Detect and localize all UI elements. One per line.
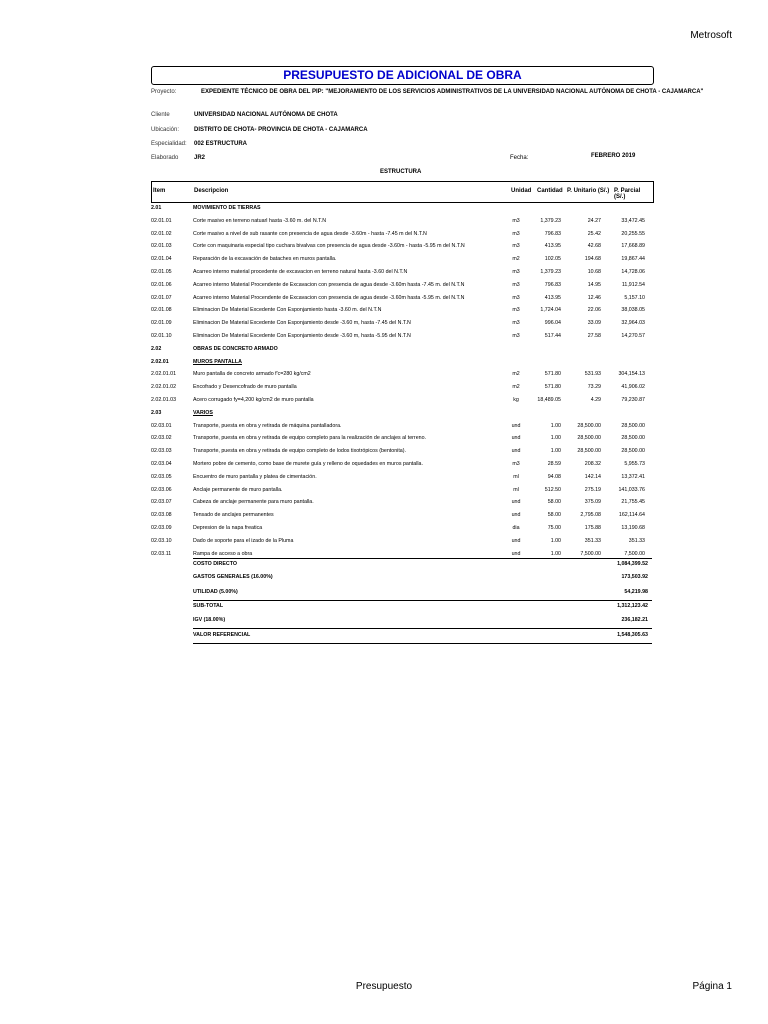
- row-quantity: 1.00: [550, 422, 561, 429]
- summary-value: 173,503.92: [621, 574, 648, 580]
- row-partial-price: 21,755.45: [621, 499, 645, 506]
- row-partial-price: 20,255.55: [621, 230, 645, 237]
- row-description: MUROS PANTALLA: [193, 358, 242, 365]
- summary-label: SUB-TOTAL: [193, 603, 224, 609]
- table-row: [151, 445, 652, 458]
- table-row: [151, 509, 652, 522]
- row-item: 2.02.01.02: [151, 384, 177, 391]
- row-item: 02.03.11: [151, 550, 172, 557]
- row-unit-price: 375.09: [584, 499, 601, 506]
- row-unit: m2: [512, 256, 520, 263]
- row-description: Encofrado y Desencofrado de muro pantalla: [193, 384, 297, 391]
- table-row: [151, 343, 652, 356]
- row-item: 02.01.03: [151, 243, 172, 250]
- row-item: 02.03.01: [151, 422, 172, 429]
- row-description: Mortero pobre de cemento, como base de murete guía y relleno de oquedades en muros pantalla.: [193, 460, 423, 467]
- row-quantity: 413.95: [544, 294, 561, 301]
- author-value: JR2: [194, 155, 206, 161]
- row-unit: m2: [512, 384, 520, 391]
- author-label: Elaborado: [151, 155, 179, 161]
- row-unit-price: 7,500.00: [580, 550, 601, 557]
- table-row: [151, 381, 652, 394]
- row-quantity: 58.00: [547, 512, 561, 519]
- row-partial-price: 17,668.89: [621, 243, 645, 250]
- row-description: Eliminacion De Material Excedente Con Esponjamiento desde -3.60 m, hasta -5.95 del N.T.N: [193, 332, 411, 339]
- row-description: Encuentro de muro pantalla y platea de cimentación.: [193, 473, 317, 480]
- col-quantity: Cantidad: [537, 188, 563, 194]
- row-unit-price: 194.68: [584, 256, 601, 263]
- row-partial-price: 162,114.64: [618, 512, 645, 519]
- row-partial-price: 14,270.57: [621, 332, 645, 339]
- row-unit: m2: [512, 371, 520, 378]
- row-description: Acarreo interno Material Procendente de Excavacion con presencia de agua desde -3.60m hasta -7.45 m. del N.T.N: [193, 281, 465, 288]
- row-unit-price: 175.88: [584, 524, 601, 531]
- row-unit: und: [511, 537, 521, 544]
- summary-value: 1,312,123.42: [617, 603, 648, 609]
- date-label: Fecha:: [510, 155, 529, 161]
- row-item: 02.01.02: [151, 230, 172, 237]
- row-partial-price: 7,500.00: [624, 550, 645, 557]
- author-row: [151, 155, 206, 161]
- row-unit-price: 24.27: [587, 217, 601, 224]
- table-row: [151, 420, 652, 433]
- row-unit-price: 12.46: [587, 294, 601, 301]
- row-partial-price: 13,190.68: [621, 524, 645, 531]
- row-unit: m3: [512, 460, 520, 467]
- summary-label: GASTOS GENERALES (16.00%): [193, 574, 273, 580]
- row-unit: m3: [512, 307, 520, 314]
- row-item: 02.01.08: [151, 307, 172, 314]
- row-unit: m3: [512, 230, 520, 237]
- row-partial-price: 41,906.02: [621, 384, 645, 391]
- summary-label: VALOR REFERENCIAL: [193, 632, 251, 638]
- summary-row: [193, 629, 652, 642]
- row-item: 02.03.08: [151, 512, 172, 519]
- row-partial-price: 351.33: [628, 537, 645, 544]
- table-header: [151, 181, 654, 203]
- row-unit-price: 275.19: [584, 486, 601, 493]
- row-unit: m3: [512, 217, 520, 224]
- row-unit: ml: [513, 473, 519, 480]
- client-label: Cliente: [151, 112, 170, 118]
- row-unit: und: [511, 422, 521, 429]
- col-unit: Unidad: [511, 188, 532, 194]
- row-quantity: 28.59: [547, 460, 561, 467]
- table-row: [151, 484, 652, 497]
- row-description: Tensado de anclajes permanentes: [193, 512, 274, 519]
- row-unit: dia: [512, 524, 520, 531]
- row-unit: und: [511, 512, 521, 519]
- row-unit: m3: [512, 332, 520, 339]
- table-row: [151, 228, 652, 241]
- row-partial-price: 11,912.54: [621, 281, 645, 288]
- row-unit-price: 4.29: [590, 396, 601, 403]
- row-item: 2.03: [151, 409, 162, 416]
- row-item: 02.03.03: [151, 448, 172, 455]
- summary-label: COSTO DIRECTO: [193, 561, 237, 567]
- row-description: Transporte, puesta en obra y retirada de máquina pantalladora.: [193, 422, 342, 429]
- table-row: [151, 215, 652, 228]
- row-partial-price: 33,472.45: [621, 217, 645, 224]
- row-quantity: 512.50: [544, 486, 561, 493]
- row-unit-price: 73.29: [587, 384, 601, 391]
- row-unit-price: 2,795.08: [580, 512, 601, 519]
- client-value: UNIVERSIDAD NACIONAL AUTÓNOMA DE CHOTA: [194, 112, 338, 118]
- row-quantity: 1,724.04: [540, 307, 561, 314]
- summary-row: [193, 558, 652, 571]
- row-unit: und: [511, 435, 521, 442]
- table-row: [151, 330, 652, 343]
- row-quantity: 1,379.23: [540, 217, 561, 224]
- table-row: [151, 253, 652, 266]
- row-unit: m3: [512, 281, 520, 288]
- table-row: [151, 471, 652, 484]
- row-unit: und: [511, 499, 521, 506]
- row-partial-price: 5,157.10: [624, 294, 645, 301]
- row-unit-price: 27.58: [587, 332, 601, 339]
- summary-row: [193, 586, 652, 599]
- row-quantity: 571.80: [544, 371, 561, 378]
- row-description: Acarreo interno material procedente de excavacion en terreno natural hasta -3.60 del N.T.N: [193, 268, 408, 275]
- row-item: 02.01.01: [151, 217, 172, 224]
- row-partial-price: 5,955.73: [624, 460, 645, 467]
- row-item: 2.02.01: [151, 358, 169, 365]
- row-partial-price: 141,033.76: [618, 486, 645, 493]
- project-row: [151, 89, 704, 95]
- row-unit-price: 10.68: [587, 268, 601, 275]
- row-quantity: 1.00: [550, 435, 561, 442]
- row-unit: m3: [512, 320, 520, 327]
- location-label: Ubicación:: [151, 127, 180, 133]
- row-quantity: 18,489.05: [537, 396, 561, 403]
- section-label: ESTRUCTURA: [380, 169, 422, 175]
- footer-page-number: Página 1: [692, 981, 732, 992]
- row-quantity: 517.44: [544, 332, 561, 339]
- table-row: [151, 202, 652, 215]
- row-unit-price: 208.32: [584, 460, 601, 467]
- summary-row: [193, 571, 652, 584]
- summary-row: [193, 600, 652, 613]
- row-unit: und: [511, 550, 521, 557]
- summary-value: 236,182.21: [621, 617, 648, 623]
- row-quantity: 102.05: [544, 256, 561, 263]
- row-description: VARIOS: [193, 409, 213, 416]
- row-item: 02.01.05: [151, 268, 172, 275]
- row-item: 02.01.04: [151, 256, 172, 263]
- row-item: 02.03.09: [151, 524, 172, 531]
- row-item: 02.03.05: [151, 473, 172, 480]
- row-item: 02.03.07: [151, 499, 172, 506]
- row-item: 02.03.04: [151, 460, 172, 467]
- row-unit: m3: [512, 243, 520, 250]
- row-description: Acarreo interno Material Procendente de Excavacion con presencia de agua desde -3.60m hasta -5.95 m. del N.T.N: [193, 294, 465, 301]
- summary-value: 1,548,305.63: [617, 632, 648, 638]
- row-quantity: 996.04: [544, 320, 561, 327]
- row-item: 02.01.06: [151, 281, 172, 288]
- row-unit-price: 531.93: [584, 371, 601, 378]
- row-partial-price: 38,038.05: [621, 307, 645, 314]
- location-value: DISTRITO DE CHOTA- PROVINCIA DE CHOTA - CAJAMARCA: [194, 127, 368, 133]
- summary-label: UTILIDAD (5.00%): [193, 589, 238, 595]
- footer-sheet-name: Presupuesto: [355, 981, 413, 992]
- date-value: FEBRERO 2019: [591, 153, 636, 159]
- row-quantity: 796.83: [544, 281, 561, 288]
- budget-table-body: [151, 202, 652, 560]
- row-unit: ml: [513, 486, 519, 493]
- row-item: 2.02: [151, 345, 162, 352]
- row-quantity: 571.80: [544, 384, 561, 391]
- col-description: Descripcion: [194, 188, 229, 194]
- row-quantity: 94.08: [547, 473, 561, 480]
- row-item: 2.02.01.01: [151, 371, 177, 378]
- table-row: [151, 356, 652, 369]
- row-item: 2.01: [151, 205, 162, 211]
- specialty-label: Especialidad:: [151, 141, 187, 147]
- row-quantity: 58.00: [547, 499, 561, 506]
- row-partial-price: 28,500.00: [621, 435, 645, 442]
- divider: [193, 643, 652, 644]
- row-item: 02.01.09: [151, 320, 172, 327]
- row-description: Depresion de la napa freatica: [193, 524, 263, 531]
- table-row: [151, 407, 652, 420]
- row-unit-price: 14.95: [587, 281, 601, 288]
- row-item: 02.03.02: [151, 435, 172, 442]
- row-partial-price: 13,372.41: [621, 473, 645, 480]
- col-unit-price: P. Unitario (S/.): [567, 188, 610, 194]
- row-description: Acero corrugado fy=4,200 kg/cm2 de muro pantalla: [193, 396, 314, 403]
- specialty-value: 002 ESTRUCTURA: [194, 141, 248, 147]
- table-row: [151, 394, 652, 407]
- row-quantity: 1.00: [550, 448, 561, 455]
- row-unit-price: 22.06: [587, 307, 601, 314]
- row-unit: kg: [513, 396, 519, 403]
- row-quantity: 413.95: [544, 243, 561, 250]
- company-name: Metrosoft: [690, 30, 732, 41]
- table-row: [151, 240, 652, 253]
- row-quantity: 1,379.23: [540, 268, 561, 275]
- row-description: Cabeza de anclaje permanente para muro pantalla.: [193, 499, 314, 506]
- table-row: [151, 458, 652, 471]
- row-partial-price: 28,500.00: [621, 422, 645, 429]
- row-partial-price: 19,867.44: [621, 256, 645, 263]
- row-description: Dado de soporte para el izado de la Pluma: [193, 537, 294, 544]
- table-row: [151, 522, 652, 535]
- row-unit: und: [511, 448, 521, 455]
- row-unit-price: 351.33: [584, 537, 601, 544]
- row-item: 02.03.10: [151, 537, 172, 544]
- table-row: [151, 432, 652, 445]
- row-description: Corte masivo en terreno natuarl hasta -3.60 m. del N.T.N: [193, 217, 327, 224]
- project-value: EXPEDIENTE TÉCNICO DE OBRA DEL PIP: "MEJORAMIENTO DE LOS SERVICIOS ADMINISTRATIVOS DE LA UNIVERSIDAD NACIONAL AUTÓNOMA DE CHOTA - CAJAMARCA": [201, 89, 704, 95]
- row-partial-price: 32,964.03: [621, 320, 645, 327]
- specialty-row: [151, 141, 248, 147]
- row-description: MOVIMIENTO DE TIERRAS: [193, 205, 261, 211]
- row-partial-price: 79,230.87: [621, 396, 645, 403]
- row-item: 02.01.10: [151, 332, 172, 339]
- row-description: OBRAS DE CONCRETO ARMADO: [193, 345, 278, 352]
- location-row: [151, 127, 368, 133]
- row-description: Muro pantalla de concreto armado f'c=280 kg/cm2: [193, 371, 311, 378]
- summary-label: IGV (18.00%): [193, 617, 226, 623]
- row-partial-price: 14,728.06: [621, 268, 645, 275]
- row-description: Eliminacion De Material Excedente Con Esponjamiento hasta -3.60 m. del N.T.N: [193, 307, 382, 314]
- document-title: PRESUPUESTO DE ADICIONAL DE OBRA: [151, 66, 654, 85]
- row-quantity: 75.00: [547, 524, 561, 531]
- col-partial-price: P. Parcial (S/.): [614, 188, 641, 200]
- summary-value: 54,219.98: [624, 589, 648, 595]
- row-unit-price: 33.09: [587, 320, 601, 327]
- summary-row: [193, 614, 652, 627]
- row-unit: m3: [512, 268, 520, 275]
- client-row: [151, 112, 338, 118]
- row-unit-price: 28,500.00: [577, 435, 601, 442]
- summary-value: 1,084,399.52: [617, 561, 648, 567]
- row-description: Rampa de acceso a obra: [193, 550, 253, 557]
- row-description: Corte con maquinaria especial tipo cuchara bivalvas con presencia de agua desde -3.60m - hasta -5.95 m del N.T.N: [193, 243, 465, 250]
- row-partial-price: 304,154.13: [618, 371, 645, 378]
- project-label: Proyecto:: [151, 89, 177, 95]
- row-description: Eliminacion De Material Excedente Con Esponjamiento desde -3.60 m, hasta -7.45 del N.T.N: [193, 320, 411, 327]
- row-unit-price: 42.68: [587, 243, 601, 250]
- row-item: 02.01.07: [151, 294, 172, 301]
- table-row: [151, 535, 652, 548]
- row-quantity: 1.00: [550, 537, 561, 544]
- table-row: [151, 292, 652, 305]
- row-quantity: 1.00: [550, 550, 561, 557]
- table-row: [151, 304, 652, 317]
- row-unit-price: 142.14: [584, 473, 601, 480]
- row-unit-price: 28,500.00: [577, 422, 601, 429]
- row-quantity: 796.83: [544, 230, 561, 237]
- table-row: [151, 496, 652, 509]
- table-row: [151, 279, 652, 292]
- table-row: [151, 266, 652, 279]
- table-row: [151, 368, 652, 381]
- table-row: [151, 317, 652, 330]
- row-description: Reparación de la excavación de bataches en muros pantalla.: [193, 256, 337, 263]
- row-item: 02.03.06: [151, 486, 172, 493]
- row-unit-price: 25.42: [587, 230, 601, 237]
- row-description: Transporte, puesta en obra y retirada de equipo completo de lodos tixotrópicos (bentonita).: [193, 448, 406, 455]
- row-partial-price: 28,500.00: [621, 448, 645, 455]
- row-unit: m3: [512, 294, 520, 301]
- row-description: Anclaje permanente de muro pantalla.: [193, 486, 283, 493]
- row-unit-price: 28,500.00: [577, 448, 601, 455]
- col-item: Item: [153, 188, 166, 194]
- row-description: Corte masivo a nivel de sub rasante con presencia de agua desde -3.60m - hasta -7.45 m del N.T.N: [193, 230, 427, 237]
- row-description: Transporte, puesta en obra y retirada de equipo completo para la realización de anclajes al terreno.: [193, 435, 427, 442]
- row-item: 2.02.01.03: [151, 396, 177, 403]
